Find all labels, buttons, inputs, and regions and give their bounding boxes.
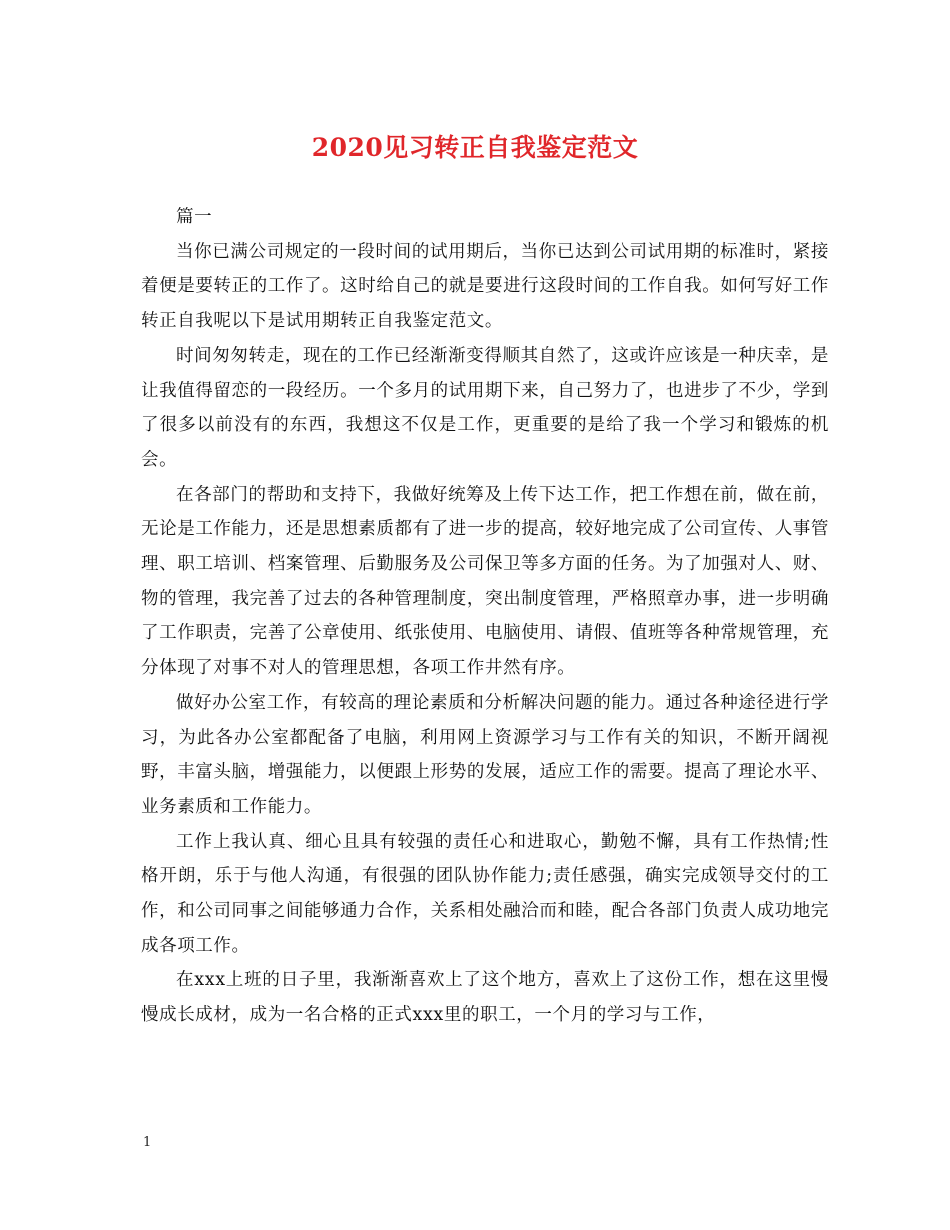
paragraph-departments: 在各部门的帮助和支持下，我做好统筹及上传下达工作，把工作想在前，做在前，无论是工作能力，还是思想素质都有了进一步的提高，较好地完成了公司宣传、人事管理、职工培训、档案管理、后勤服务及公司保卫等多方面的任务。为了加强对人、财、物的管理，我完善了过去的各种管理制度，突出制度管理，严格照章办事，进一步明确了工作职责，完善了公章使用、纸张使用、电脑使用、请假、值班等各种常规管理，充分体现了对事不对人的管理思想，各项工作井然有序。 (141, 484, 829, 679)
section-heading: 篇一 (176, 207, 213, 227)
paragraph-intro: 当你已满公司规定的一段时间的试用期后，当你已达到公司试用期的标准时，紧接着便是要转正的工作了。这时给自己的就是要进行这段时间的工作自我。如何写好工作转正自我呢以下是试用期转正自我鉴定范文。 (141, 241, 829, 332)
document-title: 2020见习转正自我鉴定范文 (311, 133, 639, 162)
paragraph-time: 时间匆匆转走，现在的工作已经渐渐变得顺其自然了，这或许应该是一种庆幸，是让我值得留恋的一段经历。一个多月的试用期下来，自己努力了，也进步了不少，学到了很多以前没有的东西，我想这不仅是工作，更重要的是给了我一个学习和锻炼的机会。 (141, 345, 829, 470)
paragraph-attitude: 工作上我认真、细心且具有较强的责任心和进取心，勤勉不懈，具有工作热情;性格开朗，乐于与他人沟通，有很强的团队协作能力;责任感强，确实完成领导交付的工作，和公司同事之间能够通力合作，关系相处融洽而和睦，配合各部门负责人成功地完成各项工作。 (141, 831, 829, 956)
paragraph-office-work: 做好办公室工作，有较高的理论素质和分析解决问题的能力。通过各种途径进行学习，为此各办公室都配备了电脑，利用网上资源学习与工作有关的知识，不断开阔视野，丰富头脑，增强能力，以便跟上形势的发展，适应工作的需要。提高了理论水平、业务素质和工作能力。 (141, 692, 829, 817)
document-body (141, 200, 829, 1033)
paragraph-workplace: 在xxx上班的日子里，我渐渐喜欢上了这个地方，喜欢上了这份工作，想在这里慢慢成长成材，成为一名合格的正式xxx里的职工，一个月的学习与工作， (141, 970, 829, 1026)
page-number: 1 (143, 1135, 152, 1150)
